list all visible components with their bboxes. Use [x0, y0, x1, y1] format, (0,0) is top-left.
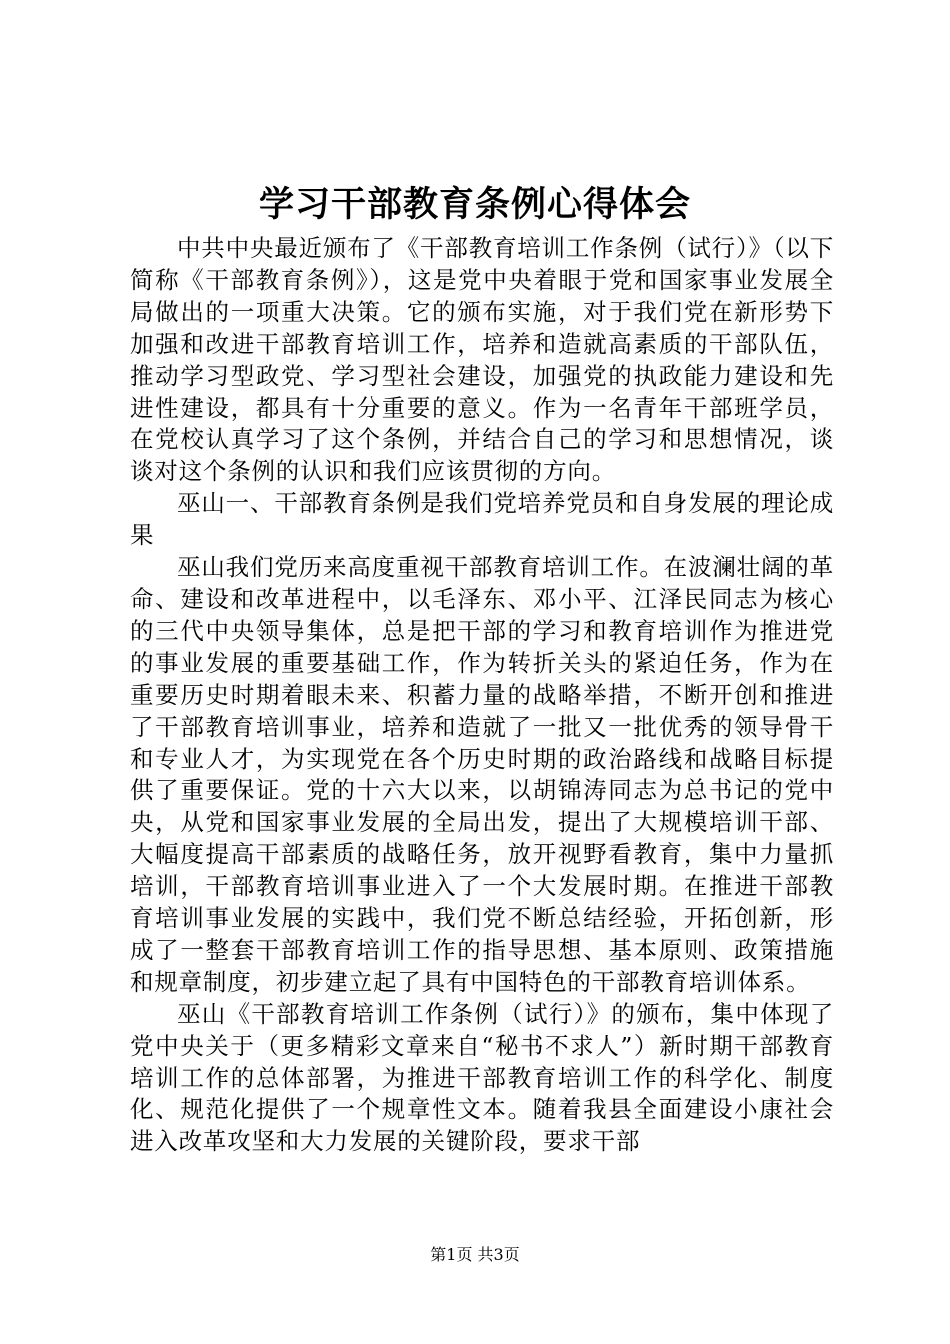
document-title: 学习干部教育条例心得体会 — [258, 185, 691, 225]
document-body — [130, 233, 834, 1158]
page-number-footer: 第1页 共3页 — [430, 1245, 520, 1264]
paragraph-regulation: 巫山《干部教育培训工作条例（试行）》的颁布，集中体现了党中央关于（更多精彩文章来自“秘书不求人”）新时期干部教育培训工作的总体部署，为推进干部教育培训工作的科学化、制度化、规范化提供了一个规章性文本。随着我县全面建设小康社会进入改革攻坚和大力发展的关键阶段，要求干部 — [130, 999, 834, 1156]
paragraph-heading-one: 巫山一、干部教育条例是我们党培养党员和自身发展的理论成果 — [130, 489, 834, 550]
paragraph-history: 巫山我们党历来高度重视干部教育培训工作。在波澜壮阔的革命、建设和改革进程中，以毛泽东、邓小平、江泽民同志为核心的三代中央领导集体，总是把干部的学习和教育培训作为推进党的事业发展的重要基础工作，作为转折关头的紧迫任务，作为在重要历史时期着眼未来、积蓄力量的战略举措，不断开创和推进了干部教育培训事业，培养和造就了一批又一批优秀的领导骨干和专业人才，为实现党在各个历史时期的政治路线和战略目标提供了重要保证。党的十六大以来，以胡锦涛同志为总书记的党中央，从党和国家事业发展的全局出发，提出了大规模培训干部、大幅度提高干部素质的战略任务，放开视野看教育，集中力量抓培训，干部教育培训事业进入了一个大发展时期。在推进干部教育培训事业发展的实践中，我们党不断总结经验，开拓创新，形成了一整套干部教育培训工作的指导思想、基本原则、政策措施和规章制度，初步建立起了具有中国特色的干部教育培训体系。 — [130, 553, 834, 996]
paragraph-intro: 中共中央最近颁布了《干部教育培训工作条例（试行）》（以下简称《干部教育条例》），这是党中央着眼于党和国家事业发展全局做出的一项重大决策。它的颁布实施，对于我们党在新形势下加强和改进干部教育培训工作，培养和造就高素质的干部队伍，推动学习型政党、学习型社会建设，加强党的执政能力建设和先进性建设，都具有十分重要的意义。作为一名青年干部班学员，在党校认真学习了这个条例，并结合自己的学习和思想情况，谈谈对这个条例的认识和我们应该贯彻的方向。 — [130, 234, 834, 486]
